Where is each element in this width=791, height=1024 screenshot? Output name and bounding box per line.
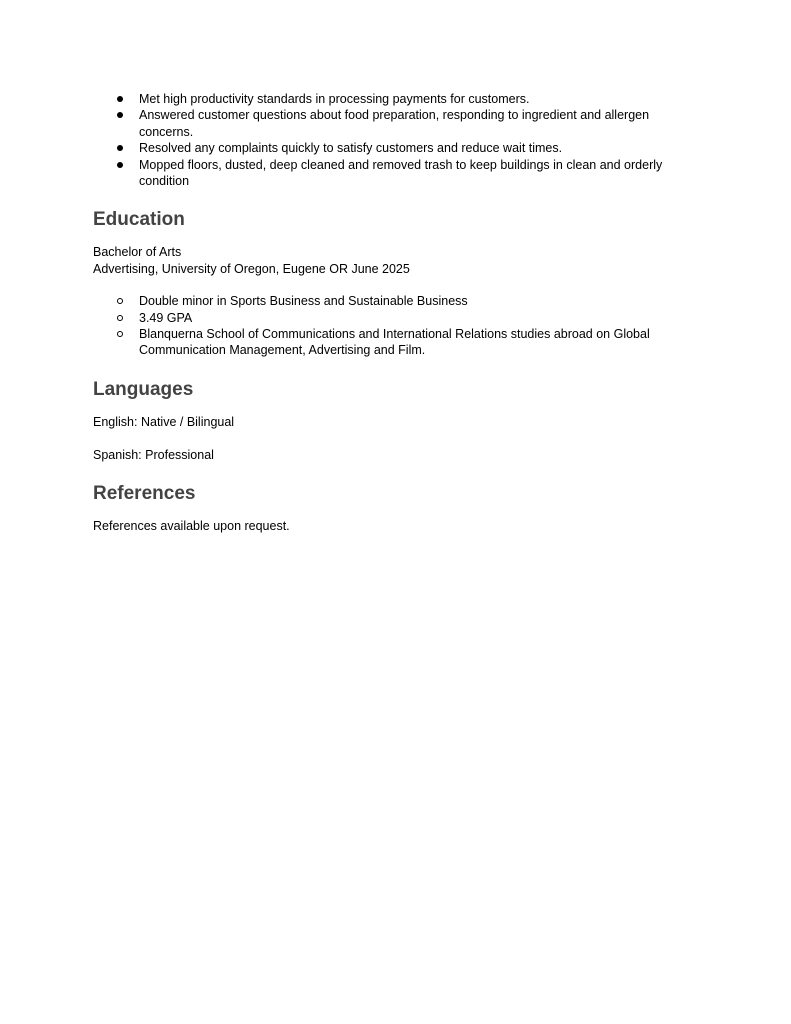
language-level: Professional <box>145 447 214 462</box>
list-item <box>93 140 703 156</box>
hollow-bullet-icon <box>117 331 123 337</box>
bullet-dot-icon <box>117 112 123 118</box>
references-text: References available upon request. <box>93 519 290 534</box>
hollow-bullet-icon <box>117 298 123 304</box>
bullet-dot-icon <box>117 162 123 168</box>
language-label: English: <box>93 414 138 429</box>
degree-program: Advertising, University of Oregon, Eugene OR June 2025 <box>93 261 410 276</box>
language-entry-spanish <box>93 447 703 463</box>
education-heading: Education <box>93 209 185 231</box>
list-item <box>93 91 703 107</box>
list-item <box>93 310 703 326</box>
detail-text: Double minor in Sports Business and Sustainable Business <box>139 294 468 309</box>
bullet-text: Met high productivity standards in processing payments for customers. <box>139 92 530 106</box>
detail-text: Blanquerna School of Communications and International Relations studies abroad on Global Communication Management, Advertising and Film. <box>139 327 650 358</box>
experience-bullet-list <box>93 91 703 189</box>
resume-page <box>93 91 703 535</box>
language-entry-english <box>93 414 703 430</box>
degree-block <box>93 244 703 277</box>
language-label: Spanish: <box>93 447 142 462</box>
list-item <box>93 107 703 140</box>
hollow-bullet-icon <box>117 315 123 321</box>
language-level: Native / Bilingual <box>140 414 235 429</box>
degree-title: Bachelor of Arts <box>93 245 182 260</box>
bullet-text: Mopped floors, dusted, deep cleaned and removed trash to keep buildings in clean and orderly condition <box>139 157 663 189</box>
list-item <box>93 293 703 309</box>
bullet-text: Answered customer questions about food preparation, responding to ingredient and allergen concerns. <box>139 108 650 139</box>
education-detail-list <box>93 293 703 359</box>
bullet-dot-icon <box>117 145 123 151</box>
list-item <box>93 326 703 359</box>
bullet-dot-icon <box>117 96 123 102</box>
list-item <box>93 157 703 190</box>
references-heading: References <box>93 483 196 505</box>
languages-heading: Languages <box>93 378 194 400</box>
detail-text: 3.49 GPA <box>139 310 193 325</box>
bullet-text: Resolved any complaints quickly to satisfy customers and reduce wait times. <box>139 141 563 156</box>
